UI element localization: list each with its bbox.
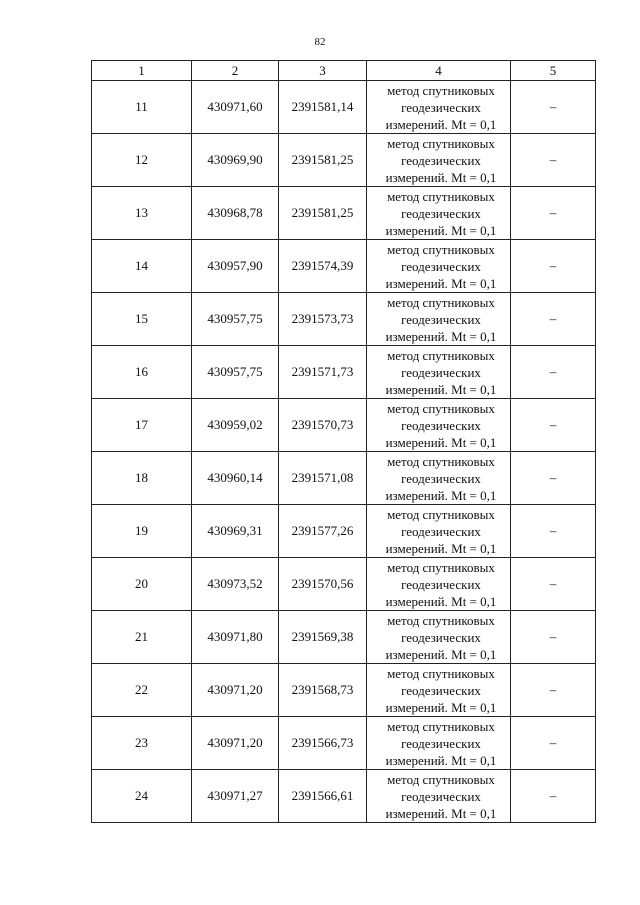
method-line: геодезических bbox=[401, 629, 481, 645]
table-row bbox=[92, 611, 596, 664]
method-cell bbox=[367, 399, 511, 452]
coordinates-table bbox=[91, 60, 596, 823]
y-coordinate-cell: 2391581,25 bbox=[279, 134, 367, 187]
y-coordinate-cell: 2391571,73 bbox=[279, 346, 367, 399]
method-line: измерений. Mt = 0,1 bbox=[385, 169, 497, 185]
method-cell bbox=[367, 134, 511, 187]
method-line: метод спутниковых bbox=[387, 82, 495, 98]
x-coordinate-cell: 430969,90 bbox=[192, 134, 279, 187]
error-description-cell: – bbox=[511, 770, 596, 823]
method-line: геодезических bbox=[401, 576, 481, 592]
y-coordinate-cell: 2391570,56 bbox=[279, 558, 367, 611]
point-number-cell: 12 bbox=[92, 134, 192, 187]
method-line: метод спутниковых bbox=[387, 347, 495, 363]
method-line: измерений. Mt = 0,1 bbox=[385, 593, 497, 609]
point-number-cell: 19 bbox=[92, 505, 192, 558]
method-line: измерений. Mt = 0,1 bbox=[385, 222, 497, 238]
method-line: геодезических bbox=[401, 470, 481, 486]
method-cell bbox=[367, 346, 511, 399]
x-coordinate-cell: 430957,75 bbox=[192, 346, 279, 399]
method-line: измерений. Mt = 0,1 bbox=[385, 116, 497, 132]
method-line: геодезических bbox=[401, 364, 481, 380]
table-row bbox=[92, 81, 596, 134]
method-line: метод спутниковых bbox=[387, 453, 495, 469]
point-number-cell: 22 bbox=[92, 664, 192, 717]
header-cell: 5 bbox=[511, 61, 596, 81]
point-number-cell: 17 bbox=[92, 399, 192, 452]
method-cell bbox=[367, 505, 511, 558]
method-line: геодезических bbox=[401, 735, 481, 751]
point-number-cell: 24 bbox=[92, 770, 192, 823]
error-description-cell: – bbox=[511, 134, 596, 187]
method-line: метод спутниковых bbox=[387, 612, 495, 628]
method-line: геодезических bbox=[401, 205, 481, 221]
method-line: метод спутниковых bbox=[387, 241, 495, 257]
y-coordinate-cell: 2391568,73 bbox=[279, 664, 367, 717]
point-number-cell: 14 bbox=[92, 240, 192, 293]
y-coordinate-cell: 2391574,39 bbox=[279, 240, 367, 293]
method-line: измерений. Mt = 0,1 bbox=[385, 752, 497, 768]
method-cell bbox=[367, 558, 511, 611]
method-cell bbox=[367, 240, 511, 293]
method-line: метод спутниковых bbox=[387, 506, 495, 522]
method-line: метод спутниковых bbox=[387, 188, 495, 204]
table-body bbox=[92, 81, 596, 823]
x-coordinate-cell: 430957,75 bbox=[192, 293, 279, 346]
method-line: измерений. Mt = 0,1 bbox=[385, 646, 497, 662]
error-description-cell: – bbox=[511, 717, 596, 770]
error-description-cell: – bbox=[511, 346, 596, 399]
method-line: геодезических bbox=[401, 311, 481, 327]
method-line: геодезических bbox=[401, 788, 481, 804]
y-coordinate-cell: 2391566,61 bbox=[279, 770, 367, 823]
header-cell: 3 bbox=[279, 61, 367, 81]
error-description-cell: – bbox=[511, 240, 596, 293]
table-row bbox=[92, 770, 596, 823]
table-row bbox=[92, 664, 596, 717]
method-cell bbox=[367, 452, 511, 505]
table-row bbox=[92, 346, 596, 399]
x-coordinate-cell: 430971,80 bbox=[192, 611, 279, 664]
x-coordinate-cell: 430969,31 bbox=[192, 505, 279, 558]
error-description-cell: – bbox=[511, 664, 596, 717]
method-line: метод спутниковых bbox=[387, 135, 495, 151]
point-number-cell: 18 bbox=[92, 452, 192, 505]
method-line: измерений. Mt = 0,1 bbox=[385, 275, 497, 291]
y-coordinate-cell: 2391570,73 bbox=[279, 399, 367, 452]
table-row bbox=[92, 134, 596, 187]
method-line: измерений. Mt = 0,1 bbox=[385, 805, 497, 821]
x-coordinate-cell: 430960,14 bbox=[192, 452, 279, 505]
x-coordinate-cell: 430973,52 bbox=[192, 558, 279, 611]
header-cell: 1 bbox=[92, 61, 192, 81]
x-coordinate-cell: 430957,90 bbox=[192, 240, 279, 293]
method-line: геодезических bbox=[401, 99, 481, 115]
method-line: геодезических bbox=[401, 152, 481, 168]
method-line: измерений. Mt = 0,1 bbox=[385, 699, 497, 715]
y-coordinate-cell: 2391581,14 bbox=[279, 81, 367, 134]
y-coordinate-cell: 2391581,25 bbox=[279, 187, 367, 240]
page-number: 82 bbox=[314, 36, 326, 48]
x-coordinate-cell: 430971,60 bbox=[192, 81, 279, 134]
method-line: измерений. Mt = 0,1 bbox=[385, 487, 497, 503]
header-cell: 2 bbox=[192, 61, 279, 81]
method-line: геодезических bbox=[401, 682, 481, 698]
method-cell bbox=[367, 187, 511, 240]
point-number-cell: 23 bbox=[92, 717, 192, 770]
table-row bbox=[92, 293, 596, 346]
x-coordinate-cell: 430959,02 bbox=[192, 399, 279, 452]
table-row bbox=[92, 505, 596, 558]
method-cell bbox=[367, 770, 511, 823]
point-number-cell: 21 bbox=[92, 611, 192, 664]
method-line: метод спутниковых bbox=[387, 294, 495, 310]
method-line: геодезических bbox=[401, 417, 481, 433]
table-row bbox=[92, 558, 596, 611]
y-coordinate-cell: 2391573,73 bbox=[279, 293, 367, 346]
table-row bbox=[92, 187, 596, 240]
method-line: измерений. Mt = 0,1 bbox=[385, 328, 497, 344]
y-coordinate-cell: 2391569,38 bbox=[279, 611, 367, 664]
error-description-cell: – bbox=[511, 558, 596, 611]
table-row bbox=[92, 399, 596, 452]
error-description-cell: – bbox=[511, 452, 596, 505]
method-line: геодезических bbox=[401, 523, 481, 539]
point-number-cell: 15 bbox=[92, 293, 192, 346]
method-cell bbox=[367, 293, 511, 346]
x-coordinate-cell: 430968,78 bbox=[192, 187, 279, 240]
method-line: метод спутниковых bbox=[387, 559, 495, 575]
error-description-cell: – bbox=[511, 611, 596, 664]
error-description-cell: – bbox=[511, 81, 596, 134]
error-description-cell: – bbox=[511, 187, 596, 240]
error-description-cell: – bbox=[511, 399, 596, 452]
method-line: измерений. Mt = 0,1 bbox=[385, 434, 497, 450]
method-line: метод спутниковых bbox=[387, 665, 495, 681]
y-coordinate-cell: 2391577,26 bbox=[279, 505, 367, 558]
table-row bbox=[92, 240, 596, 293]
x-coordinate-cell: 430971,20 bbox=[192, 664, 279, 717]
x-coordinate-cell: 430971,20 bbox=[192, 717, 279, 770]
method-cell bbox=[367, 81, 511, 134]
y-coordinate-cell: 2391571,08 bbox=[279, 452, 367, 505]
y-coordinate-cell: 2391566,73 bbox=[279, 717, 367, 770]
x-coordinate-cell: 430971,27 bbox=[192, 770, 279, 823]
header-cell: 4 bbox=[367, 61, 511, 81]
method-line: измерений. Mt = 0,1 bbox=[385, 540, 497, 556]
method-line: метод спутниковых bbox=[387, 771, 495, 787]
method-line: измерений. Mt = 0,1 bbox=[385, 381, 497, 397]
table-row bbox=[92, 717, 596, 770]
point-number-cell: 11 bbox=[92, 81, 192, 134]
error-description-cell: – bbox=[511, 505, 596, 558]
method-line: геодезических bbox=[401, 258, 481, 274]
point-number-cell: 16 bbox=[92, 346, 192, 399]
table-row bbox=[92, 452, 596, 505]
point-number-cell: 13 bbox=[92, 187, 192, 240]
method-cell bbox=[367, 717, 511, 770]
point-number-cell: 20 bbox=[92, 558, 192, 611]
method-cell bbox=[367, 664, 511, 717]
method-line: метод спутниковых bbox=[387, 400, 495, 416]
error-description-cell: – bbox=[511, 293, 596, 346]
method-cell bbox=[367, 611, 511, 664]
method-line: метод спутниковых bbox=[387, 718, 495, 734]
header-row bbox=[92, 61, 596, 81]
